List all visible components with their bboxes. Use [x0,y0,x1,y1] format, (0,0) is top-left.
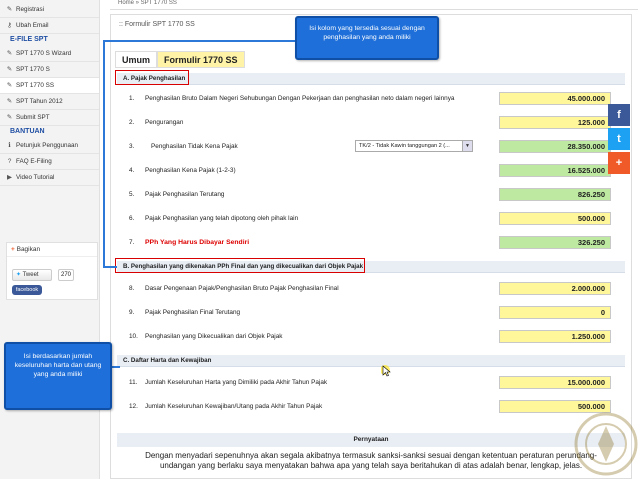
twitter-bird-icon: ✦ [16,272,22,278]
row-number: 2. [129,119,135,126]
form-row-2 [117,113,625,133]
row-label: Pajak Penghasilan yang telah dipotong oleh pihak lain [145,215,299,222]
form-row-8 [117,279,625,299]
share-title: + Bagikan [7,243,97,257]
jumlah-kewajiban-field[interactable]: 500.000 [499,400,611,413]
ptkp-status-select[interactable]: TK/2 - Tidak Kawin tanggungan 2 (... ▼ [355,140,473,152]
emblem-watermark-icon [566,400,638,479]
form-row-7 [117,233,625,253]
edit-icon: ✎ [6,50,13,57]
share-box [6,242,98,300]
video-icon: ▶ [7,174,12,181]
pernyataan-header: Pernyataan [117,433,625,447]
form-row-9 [117,303,625,323]
form-title: :: Formulir SPT 1770 SS [119,21,195,28]
row-label: Jumlah Keseluruhan Kewajiban/Utang pada Akhir Tahun Pajak [145,403,323,410]
highlight-section-b [115,258,365,273]
row-label: Dasar Pengenaan Pajak/Penghasilan Bruto Pajak Penghasilan Final [145,285,339,292]
ptkp-field: 28.350.000 [499,140,611,153]
penghasilan-kena-pajak-field: 16.525.000 [499,164,611,177]
form-row-6 [117,209,625,229]
callout-top: Isi kolom yang tersedia sesuai dengan penghasilan yang anda miliki [295,16,439,60]
sidebar-item-label: Petunjuk Penggunaan [16,142,78,149]
pph-dibayar-sendiri-field: 326.250 [499,236,611,249]
dasar-pengenaan-field[interactable]: 2.000.000 [499,282,611,295]
row-number: 6. [129,215,135,222]
row-label: Pajak Penghasilan Final Terutang [145,309,241,316]
connector-line [103,40,105,268]
connector-line [103,266,117,268]
section-c-header: C. Daftar Harta dan Kewajiban [117,355,625,367]
chevron-down-icon: ▼ [462,141,472,151]
row-number: 7. [129,239,135,246]
more-share-icon[interactable]: + [608,152,630,174]
jumlah-harta-field[interactable]: 15.000.000 [499,376,611,389]
tweet-button[interactable]: ✦ Tweet [12,269,52,281]
section-a-header: A. Pajak Penghasilan [117,73,625,85]
edit-icon: ✎ [6,82,13,89]
form-row-5 [117,185,625,205]
connector-line [103,40,295,42]
pengurangan-field[interactable]: 125.000 [499,116,611,129]
row-number: 9. [129,309,135,316]
form-row-3 [117,137,625,157]
row-number: 4. [129,167,135,174]
form-row-12 [117,397,625,417]
row-number: 12. [129,403,138,410]
sidebar-item-spt-1770ss[interactable] [0,78,99,94]
edit-icon: ✎ [6,66,13,73]
section-b-header: B. Penghasilan yang dikenakan PPh Final dan yang dikecualikan dari Objek Pajak [117,261,625,273]
form-row-4 [117,161,625,181]
row-number: 11. [129,379,138,386]
info-icon: ℹ [8,142,11,149]
row-label: Jumlah Keseluruhan Harta yang Dimiliki pada Akhir Tahun Pajak [145,379,328,386]
sidebar-item-label: SPT 1770 SS [16,82,55,89]
pph-final-field[interactable]: 0 [499,306,611,319]
sidebar-item-submit-spt[interactable] [0,110,99,126]
row-number: 1. [129,95,135,102]
sidebar-item-registrasi[interactable] [0,2,99,18]
row-number: 10. [129,333,138,340]
tab-formulir-1770ss[interactable]: Formulir 1770 SS [157,51,245,68]
breadcrumb[interactable]: Home » SPT 1770 SS [118,0,177,6]
sidebar-item-label: SPT Tahun 2012 [16,98,63,105]
top-bar [110,0,638,10]
sidebar-item-label: FAQ E-Filing [16,158,52,165]
sidebar-item-video[interactable] [0,170,99,186]
share-plus-icon: + [11,246,15,253]
row-label: Penghasilan Bruto Dalam Negeri Sehubungan Dengan Pekerjaan dan penghasilan neto dalam negeri lainnya [145,95,455,102]
dikecualikan-field[interactable]: 1.250.000 [499,330,611,343]
sidebar-item-label: Video Tutorial [16,174,55,181]
mouse-cursor-icon [381,365,391,377]
sidebar-item-label: SPT 1770 S [16,66,50,73]
row-label: Penghasilan Kena Pajak (1-2-3) [145,167,236,174]
sidebar-item-faq[interactable] [0,154,99,170]
edit-icon: ✎ [6,114,13,121]
facebook-share-button[interactable]: facebook [12,285,42,295]
form-row-11 [117,373,625,393]
tab-umum[interactable]: Umum [115,51,157,68]
form-row-10 [117,327,625,347]
row-number: 8. [129,285,135,292]
row-label: Penghasilan Tidak Kena Pajak [151,143,238,150]
sidebar-item-label: Registrasi [16,6,44,13]
pernyataan-text: Dengan menyadari sepenuhnya akan segala akibatnya termasuk sanksi-sanksi sesuai dengan ketentuan peraturan perundang-undangan yang berlaku saya menyatakan bahwa apa yang telah saya beritahukan di atas adalah benar, lengkap, jelas. [145,451,597,470]
row-number: 5. [129,191,135,198]
pajak-terutang-field: 826.250 [499,188,611,201]
highlight-section-a [115,70,189,85]
callout-left: Isi berdasarkan jumlah keseluruhan harta dan utang yang anda miliki [4,342,112,410]
row-label: Pajak Penghasilan Terutang [145,191,225,198]
penghasilan-bruto-field[interactable]: 45.000.000 [499,92,611,105]
tweet-count: 270 [58,269,74,281]
connector-line [112,366,120,368]
sidebar-heading-efile: E-FILE SPT [10,36,48,43]
sidebar-heading-bantuan: BANTUAN [10,128,45,135]
row-label: Penghasilan yang Dikecualikan dari Objek Pajak [145,333,283,340]
form-row-1 [117,89,625,109]
sidebar-item-spt-1770s[interactable] [0,62,99,78]
sidebar-item-label: Submit SPT [16,114,50,121]
edit-icon: ✎ [6,6,13,13]
sidebar-item-ubah-email[interactable] [0,18,99,34]
sidebar-item-petunjuk[interactable] [0,138,99,154]
question-icon: ? [7,158,12,165]
sidebar-item-spt-tahun-2012[interactable] [0,94,99,110]
key-icon: ⚷ [7,22,12,29]
row-label: Pengurangan [145,119,184,126]
sidebar-item-spt-1770s-wizard[interactable] [0,46,99,62]
twitter-share-icon[interactable]: t [608,128,630,150]
form-tabs [115,51,245,68]
sidebar-item-label: SPT 1770 S Wizard [16,50,72,57]
edit-icon: ✎ [6,98,13,105]
pajak-dipotong-field[interactable]: 500.000 [499,212,611,225]
facebook-share-icon[interactable]: f [608,104,630,126]
row-label: PPh Yang Harus Dibayar Sendiri [145,239,250,246]
sidebar-item-label: Ubah Email [16,22,49,29]
row-number: 3. [129,143,135,150]
